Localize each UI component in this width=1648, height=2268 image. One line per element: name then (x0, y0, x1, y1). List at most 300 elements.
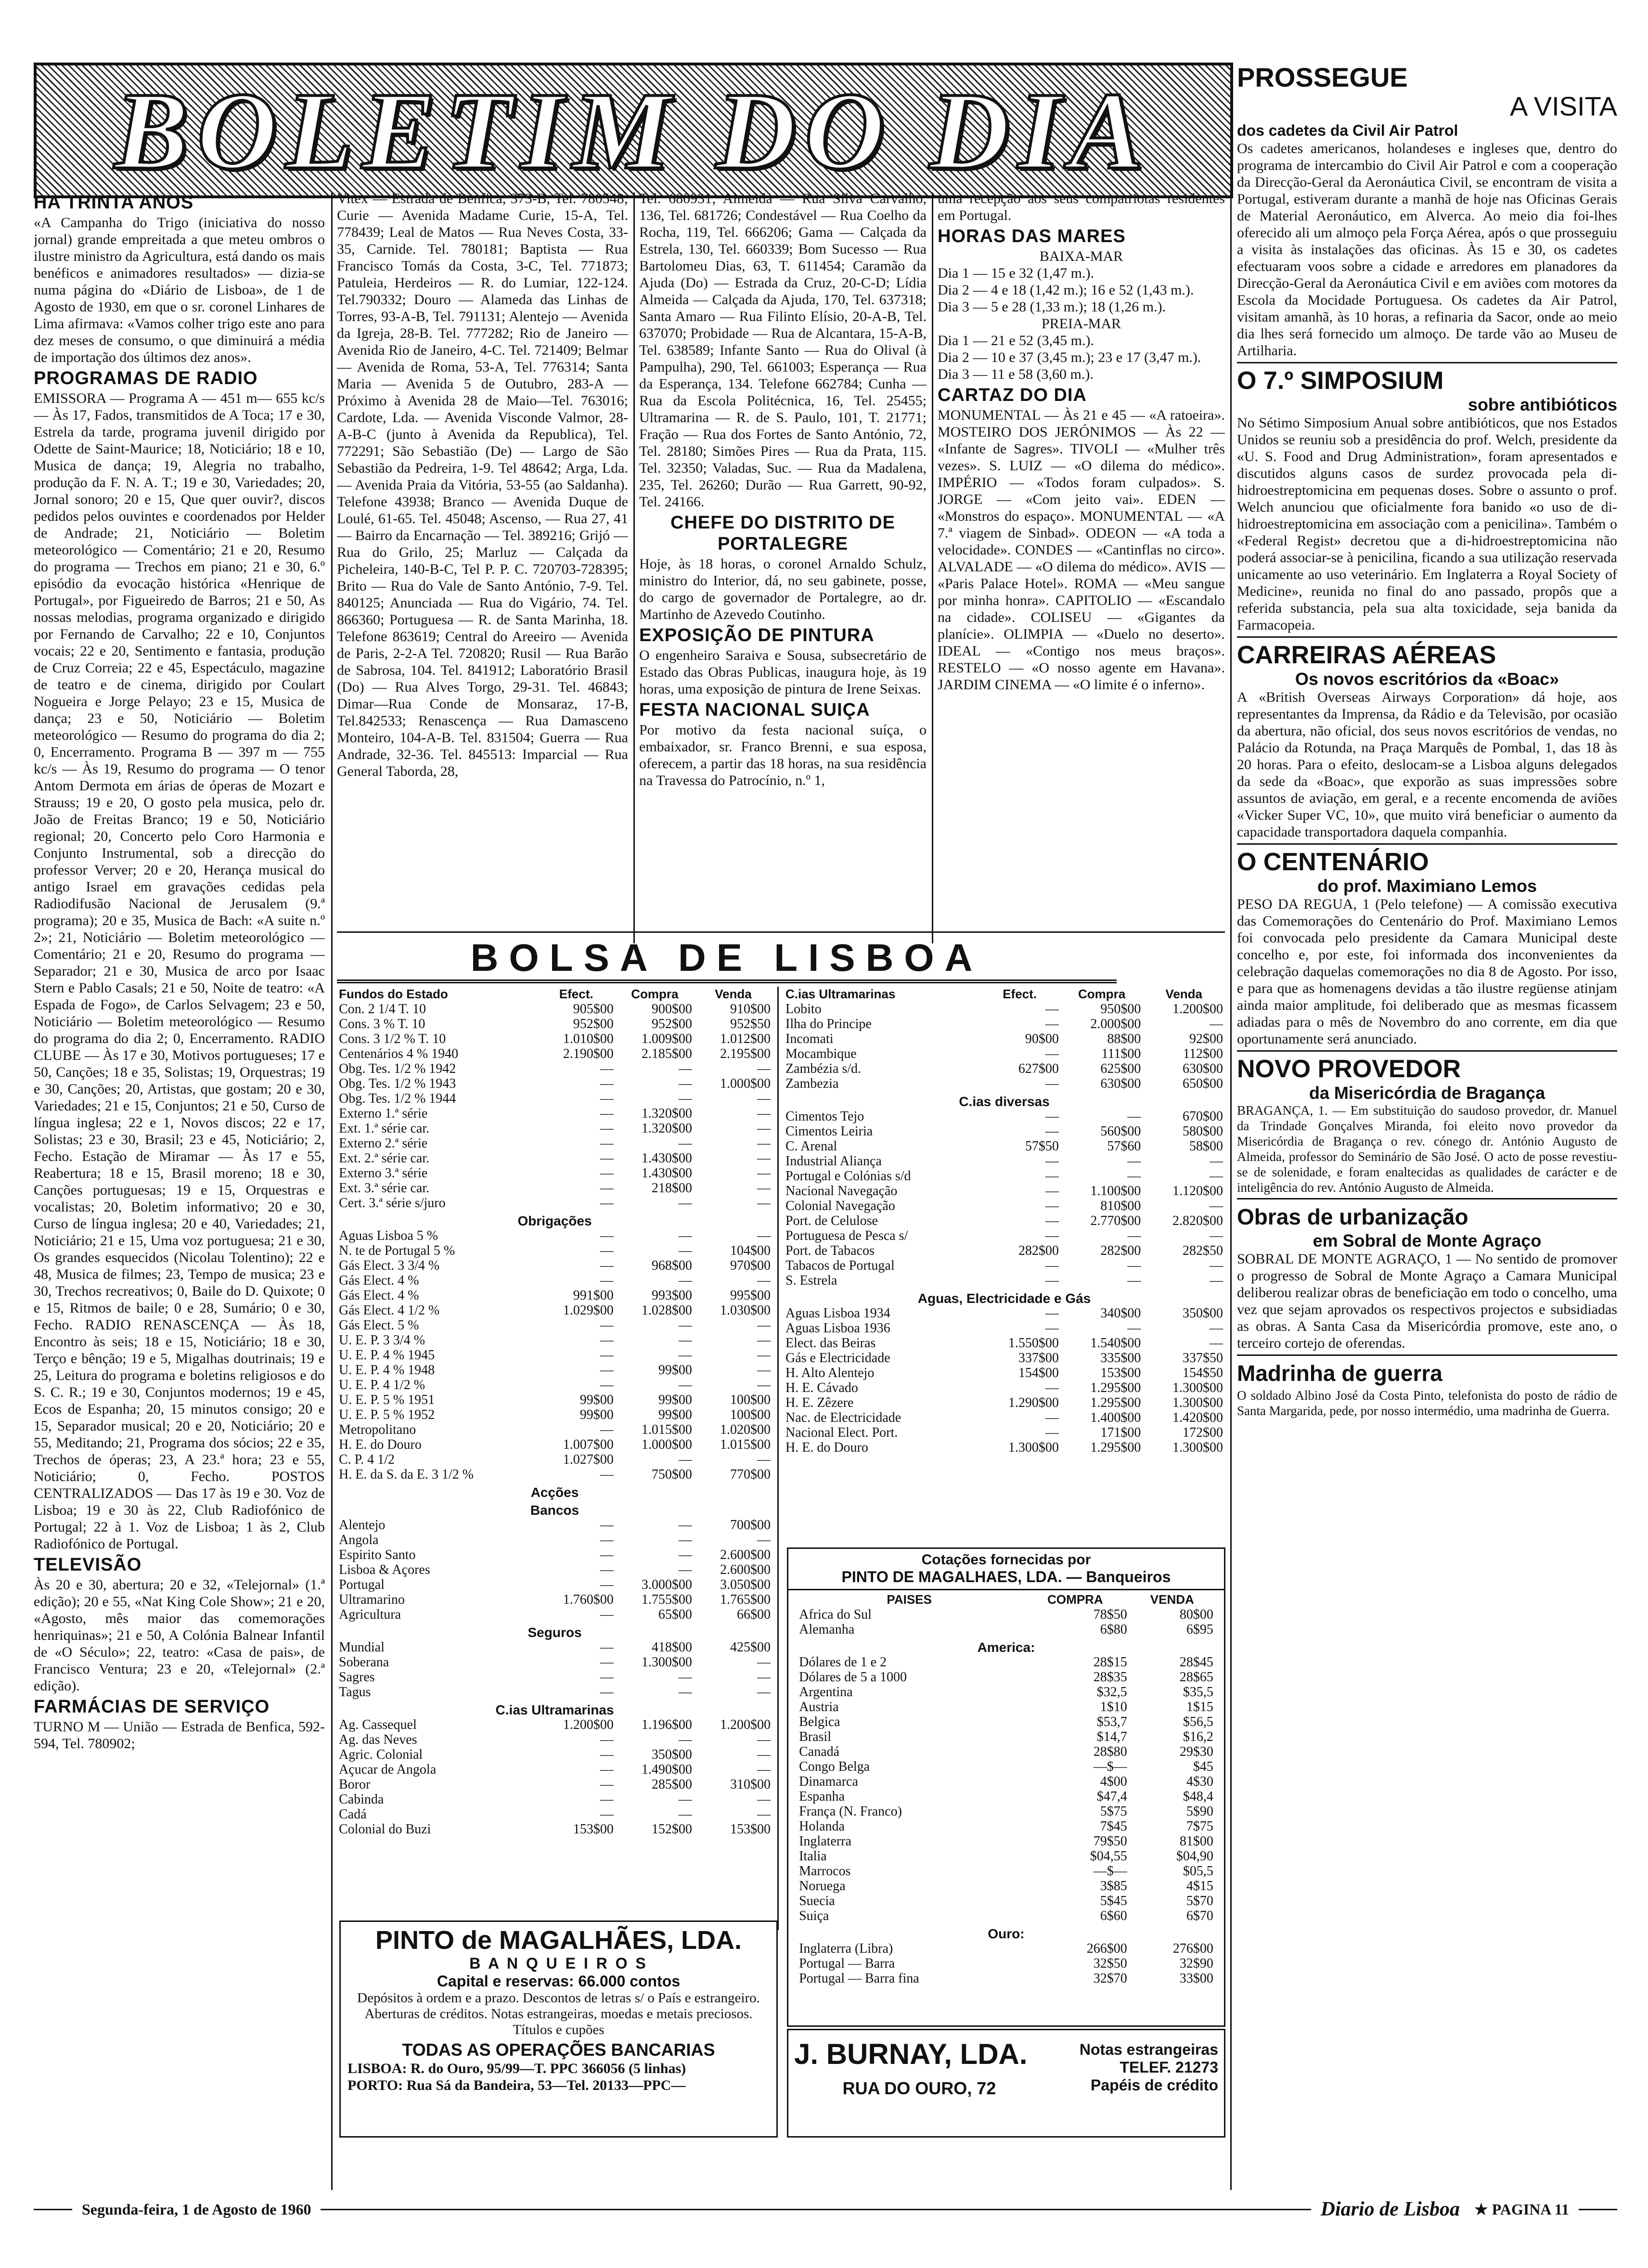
row-label: Sagres (339, 1670, 375, 1685)
row-value: — (1045, 1109, 1059, 1124)
simposium-sub: sobre antibióticos (1468, 395, 1617, 414)
row-value: — (600, 1762, 614, 1777)
row-value: 950$00 (1100, 1002, 1141, 1017)
row-value: 3$85 (1100, 1879, 1127, 1894)
row-value: — (757, 1166, 771, 1181)
row-value: 1.100$00 (1090, 1184, 1141, 1198)
table-row (337, 1762, 772, 1777)
row-value: 99$00 (579, 1407, 614, 1422)
row-value: — (678, 1136, 692, 1151)
row-value: — (757, 1670, 771, 1685)
table-row (784, 1228, 1225, 1243)
row-value: — (1045, 1258, 1059, 1273)
row-value: — (600, 1547, 614, 1562)
row-label: Portugal (339, 1577, 385, 1592)
row-value: 1.015$00 (720, 1437, 771, 1452)
column-rule (633, 193, 635, 943)
row-value: — (1127, 1258, 1141, 1273)
row-label: Portuguesa de Pesca s/ (785, 1228, 908, 1243)
row-label: Cabinda (339, 1792, 384, 1807)
row-label: Noruega (799, 1879, 846, 1894)
row-label: Suecia (799, 1894, 835, 1908)
suica-heading: FESTA NACIONAL SUIÇA (639, 700, 870, 720)
row-value: 99$00 (658, 1363, 692, 1378)
expo-text: O engenheiro Saraiva e Sousa, subsecretário de Estado das Obras Publicas, inaugura hoje, às 19 horas, uma exposição de pintura de Irene Seixas. (639, 647, 927, 697)
table-row (797, 1971, 1215, 1986)
table-row (337, 1592, 772, 1607)
row-value: 79$50 (1093, 1834, 1127, 1849)
row-value: 1.027$00 (563, 1452, 614, 1467)
row-value: 66$00 (737, 1607, 771, 1622)
row-label: França (N. Franco) (799, 1804, 902, 1819)
row-value: 81$00 (1179, 1834, 1213, 1849)
row-value: 99$00 (658, 1407, 692, 1422)
column-rule (331, 193, 333, 2190)
table-row (784, 1154, 1225, 1169)
row-label: Mocambique (785, 1046, 857, 1061)
row-value: 1.120$00 (1172, 1184, 1223, 1198)
row-value: — (1210, 1198, 1223, 1213)
row-value: — (600, 1422, 614, 1437)
column-rule (777, 987, 779, 1930)
table-row (784, 1124, 1225, 1139)
table-row (797, 1607, 1215, 1622)
row-value: 1$15 (1186, 1700, 1213, 1714)
row-value: — (757, 1378, 771, 1392)
row-value: 630$00 (1183, 1061, 1223, 1076)
table-row (337, 1076, 772, 1091)
table-row (337, 1017, 772, 1031)
row-label: C. P. 4 1/2 (339, 1452, 395, 1467)
col-header: C.ias Ultramarinas (785, 987, 896, 1001)
section-rule (1237, 1198, 1617, 1199)
row-value: 1.028$00 (641, 1303, 692, 1318)
row-value: 1.200$00 (720, 1717, 771, 1732)
row-value: $04,55 (1090, 1849, 1127, 1864)
row-label: Espirito Santo (339, 1547, 416, 1562)
farmacias-heading: FARMÁCIAS DE SERVIÇO (34, 1697, 270, 1717)
row-value: $47,4 (1096, 1789, 1127, 1804)
row-value: $35,5 (1183, 1685, 1213, 1700)
col-header: Compra (631, 987, 679, 1001)
table-section-title: Obrigações (517, 1213, 592, 1228)
row-label: Gás Elect. 4 % (339, 1273, 419, 1288)
table-row (337, 1318, 772, 1333)
row-value: 1.196$00 (641, 1717, 692, 1732)
row-value: — (1210, 1273, 1223, 1288)
table-row (337, 1061, 772, 1076)
col-header: COMPRA (1047, 1592, 1103, 1607)
row-value: — (678, 1061, 692, 1076)
table-section-title: C.ias Ultramarinas (495, 1702, 614, 1717)
pinto-ad-banqueiros: B A N Q U E I R O S (469, 1955, 648, 1972)
row-value: — (757, 1091, 771, 1106)
table-row (337, 1002, 772, 1017)
table-row (337, 1547, 772, 1562)
row-value: 1.012$00 (720, 1031, 771, 1046)
row-label: Gás Elect. 4 % (339, 1288, 419, 1303)
table-section-title: Acções (530, 1485, 579, 1500)
baixa-line: Dia 3 — 5 e 28 (1,33 m.); 18 (1,26 m.). (938, 299, 1166, 315)
row-value: 1$10 (1100, 1700, 1127, 1714)
row-value: — (1045, 1184, 1059, 1198)
table-row (337, 1822, 772, 1837)
row-value: 80$00 (1179, 1607, 1213, 1622)
row-value: 770$00 (730, 1467, 771, 1482)
row-value: 1.300$00 (1008, 1440, 1059, 1455)
row-value: — (1045, 1306, 1059, 1321)
prossegue-heading: PROSSEGUE (1237, 62, 1408, 92)
row-label: H. E. da S. da E. 3 1/2 % (339, 1467, 474, 1482)
table-row (337, 1577, 772, 1592)
row-value: — (757, 1333, 771, 1348)
pinto-ad-lisboa: LISBOA: R. do Ouro, 95/99—T. PPC 366056 (5 linhas) (348, 2061, 686, 2076)
farmacias-list-cont: Tel. 680931; Almeida — Rua Silva Carvalho, 136, Tel. 681726; Condestável — Rua Coelho da Rocha, 119, Tel. 666206; Gama — Calçada da Estrela, 130, Tel. 660339; Bom Sucesso — Rua Bartolomeu Dias, 63, T. 611454; Caramão da Ajuda (Do) — Estrada da Cruz, 20-C-D; Lídia Almeida — Calçada da Ajuda, 170, Tel. 637318; Santa Amaro — Rua Filinto Elísio, 20-A-B, Tel. 637070; Probidade — Rua de Alcantara, 15-A-B, Tel. 638589; Infante Santo — Rua do Olival (à Pampulha), 290, Tel. 661003; Esperança — Rua da Esperança, 134. Telefone 662784; Cunha — Rua da Escola Politécnica, 16, Tel. 25455; Ultramarina — R. de S. Paulo, 101, T. 21771; Fração — Rua dos Fortes de Santo António, 72, Tel. 28180; Simões Pires — Rua da Prata, 115. Tel. 32350; Valadas, Suc. — Rua da Madalena, 235, Tel. 26260; Durão — Rua Garrett, 90-92, Tel. 24166. (639, 191, 927, 510)
row-value: — (1045, 1410, 1059, 1425)
row-label: Colonial Navegação (785, 1198, 895, 1213)
row-label: H. E. Zêzere (785, 1395, 854, 1410)
table-row (784, 1198, 1225, 1213)
row-value: 6$80 (1100, 1622, 1127, 1637)
row-value: 1.420$00 (1172, 1410, 1223, 1425)
row-value: — (757, 1792, 771, 1807)
row-value: — (678, 1732, 692, 1747)
row-label: Boror (339, 1777, 371, 1792)
row-value: — (1127, 1154, 1141, 1169)
row-value: 2.820$00 (1172, 1213, 1223, 1228)
row-value: 650$00 (1183, 1076, 1223, 1091)
madrinha-heading: Madrinha de guerra (1237, 1361, 1442, 1386)
row-value: 29$30 (1179, 1744, 1213, 1759)
table-row (784, 1440, 1225, 1455)
table-row (797, 1804, 1215, 1819)
pinto-ad-text: Depósitos à ordem e a prazo. Descontos de letras s/ o País e estrangeiro. Aberturas de créditos. Notas estrangeiras, moedas e metais preciosos. Títulos e cupões (357, 1990, 760, 2037)
table-row (797, 1908, 1215, 1923)
row-value: 350$00 (651, 1747, 692, 1762)
table-row (784, 1380, 1225, 1395)
row-value: 1.760$00 (563, 1592, 614, 1607)
row-value: 57$50 (1025, 1139, 1059, 1154)
obras-text: SOBRAL DE MONTE AGRAÇO, 1 — No sentido de promover o progresso de Sobral de Monte Agraço a Camara Municipal deliberou realizar obras de beneficiação em todo o concelho, uma vez que sejam aprovados os respectivos projectos e subsidiadas as obras. A Santa Casa da Misericórdia promove, este ano, o terceiro cortejo de oferendas. (1237, 1251, 1617, 1351)
provedor-heading: NOVO PROVEDOR (1237, 1055, 1461, 1083)
visita-text: Os cadetes americanos, holandeses e ingleses que, dentro do programa de intercambio do Civil Air Patrol e com a cooperação da Direcção-Geral da Aeronáutica Civil, se encontram de visita a Portugal, estiveram durante a manhã de hoje nas Oficinas Gerais de Material Aeronáutico, em Alverca. Ao meio dia foi-lhes oferecido ali um almoço pela Força Aérea, após o que prosseguiu a visita às instalações das oficinas. Às 15 e 30, os cadetes efectuaram voos sobre a cidade e arredores em planadores da Direcção-Geral da Aeronáutica Civil e em aviões com motores da Escola da Mocidade Portuguesa. Os cadetes da Air Patrol, visitam amanhã, às 10 horas, a refinaria da Sacor, onde ao meio dia lhes será fornecido um almoço. De tarde vão ao Museu de Artilharia. (1237, 141, 1617, 359)
table-row (797, 1894, 1215, 1908)
table-row (337, 1422, 772, 1437)
row-value: — (1045, 1380, 1059, 1395)
table-row (337, 1407, 772, 1422)
row-label: Externo 1.ª série (339, 1106, 428, 1121)
table-row (337, 1046, 772, 1061)
table-section-title: Ouro: (988, 1926, 1025, 1941)
row-label: Brasil (799, 1729, 831, 1744)
row-value: $53,7 (1096, 1714, 1127, 1729)
farmacias-list-text: Vitex — Estrada de Benfica, 373-B, Tel. 780548; Curie — Avenida Madame Curie, 15-A, Tel. 778439; Leal de Matos — Rua Neves Costa, 33-35, Carnide. Tel. 780181; Baptista — Rua Francisco Tomás da Costa, 3-C, Tel. 771873; Patuleia, Herdeiros — R. do Lumiar, 122-124. Tel.790332; Douro — Alameda das Linhas de Torres, 93-A-B, Tel. 791131; Alentejo — Avenida da Igreja, 28-B. Tel. 777282; Rio de Janeiro — Avenida Rio de Janeiro, 4-C. Tel. 721409; Belmar — Avenida de Roma, 53-A, Tel. 776314; Santa Maria — Avenida 5 de Outubro, 283-A — Próximo à Avenida 28 de Maio—Tel. 763016; Cardote, Lda. — Avenida Visconde Valmor, 28-A-B-C (junto à Avenida da Republica), Tel. 772291; São Sebastião (De) — Largo de São Sebastião da Pedreira, 1-9. Tel 48642; Arga, Lda. — Avenida Praia da Vitória, 53-55 (ao Saldanha). Telefone 43938; Branco — Avenida Duque de Loulé, 61-65. Tel. 45048; Ascenso, — Rua 27, 41 — Bairro da Encarnação — Tel. 389216; Grijó — Rua do Grilo, 25; Marluz — Calçada da Picheleira, 140-B-C, Tel P. P. C. 720703-728395; Brito — Rua do Vale de Santo António, 7-9. Tel. 840125; Anunciada — Rua do Vigário, 74. Tel. 866360; Portuguesa — R. de Santa Marinha, 18. Telefone 863619; Central do Areeiro — Avenida de Paris, 2-2-A Tel. 720820; Rusil — Rua Barão de Sabrosa, 104. Tel. 841912; Laboratório Brasil (Do) — Rua Alves Torgo, 29-31. Tel. 46843; Dimar—Rua Conde de Monsaraz, 17-B, Tel.842533; Renascença — Rua Damasceno Monteiro, 104-A-B. Tel. 831504; Guerra — Rua Andrade, 32-36. Tel. 845513: Imparcial — Rua General Taborda, 28, (337, 191, 628, 779)
row-value: — (600, 1640, 614, 1655)
row-value: —$— (1093, 1864, 1127, 1879)
row-label: Dólares de 1 e 2 (799, 1655, 887, 1670)
table-row (784, 1169, 1225, 1184)
row-value: 3.000$00 (641, 1577, 692, 1592)
row-value: — (1127, 1273, 1141, 1288)
row-value: 112$00 (1183, 1046, 1223, 1061)
row-label: Holanda (799, 1819, 845, 1834)
table-row (337, 1378, 772, 1392)
table-row (337, 1685, 772, 1700)
section-rule (1237, 843, 1617, 845)
table-row (337, 1792, 772, 1807)
table-row (784, 1258, 1225, 1273)
row-value: 5$90 (1186, 1804, 1213, 1819)
row-value: — (600, 1607, 614, 1622)
row-label: Portugal — Barra fina (799, 1971, 919, 1986)
column-2 (337, 190, 628, 931)
table-row (337, 1670, 772, 1685)
row-value: 1.020$00 (720, 1422, 771, 1437)
obras-sub: em Sobral de Monte Agraço (1313, 1231, 1542, 1250)
table-row (337, 1228, 772, 1243)
row-label: Marrocos (799, 1864, 851, 1879)
row-label: Gás Elect. 5 % (339, 1318, 419, 1333)
table-row (337, 1166, 772, 1181)
row-value: 5$70 (1186, 1894, 1213, 1908)
row-label: U. E. P. 5 % 1951 (339, 1392, 435, 1407)
row-label: Dólares de 5 a 1000 (799, 1670, 907, 1685)
row-value: 1.765$00 (720, 1592, 771, 1607)
table-row (337, 1091, 772, 1106)
table-row (337, 1121, 772, 1136)
table-row (337, 1717, 772, 1732)
row-value: — (600, 1076, 614, 1091)
table-row (784, 1139, 1225, 1154)
row-label: Alemanha (799, 1622, 855, 1637)
row-value: — (600, 1655, 614, 1670)
row-value: 100$00 (730, 1407, 771, 1422)
row-label: Açucar de Angola (339, 1762, 437, 1777)
table-row (337, 1777, 772, 1792)
provedor-text: BRAGANÇA, 1. — Em substituição do saudoso provedor, dr. Manuel da Trindade Gonçalves Miranda, foi eleito novo provedor da Misericórdia de Bragança o rev. cónego dr. António Augusto de Almeida, professor do Seminário de São José. O acto de posse revestiu-se de solenidade, e foram enaltecidas as qualidades de carácter e de inteligência do rev. António Augusto de Almeida. (1237, 1103, 1617, 1195)
row-label: Cimentos Leiria (785, 1124, 873, 1139)
col-header: Compra (1078, 987, 1126, 1001)
row-value: 952$50 (730, 1017, 771, 1031)
row-value: 1.295$00 (1090, 1380, 1141, 1395)
row-value: — (1210, 1154, 1223, 1169)
column-rule (932, 193, 933, 943)
row-value: — (757, 1732, 771, 1747)
row-value: 3.050$00 (720, 1577, 771, 1592)
row-label: Externo 3.ª série (339, 1166, 428, 1181)
row-label: Lisboa & Açores (339, 1562, 430, 1577)
row-label: Congo Belga (799, 1759, 870, 1774)
col-header: Efect. (1003, 987, 1037, 1001)
row-label: Inglaterra (Libra) (799, 1941, 893, 1956)
row-value: — (600, 1121, 614, 1136)
row-value: 1.295$00 (1090, 1395, 1141, 1410)
row-label: Gás Elect. 4 1/2 % (339, 1303, 440, 1318)
table-row (337, 1655, 772, 1670)
burnay-ad (787, 2029, 1225, 2138)
row-value: 4$00 (1100, 1774, 1127, 1789)
table-row (337, 1243, 772, 1258)
row-value: — (600, 1348, 614, 1363)
row-value: — (1127, 1109, 1141, 1124)
farmacias-text: TURNO M — União — Estrada de Benfica, 592-594, Tel. 780902; (34, 1719, 325, 1752)
obras-heading: Obras de urbanização (1237, 1204, 1468, 1229)
row-value: 968$00 (651, 1258, 692, 1273)
section-rule (1237, 1050, 1617, 1052)
televisao-heading: TELEVISÃO (34, 1555, 142, 1575)
row-value: — (600, 1792, 614, 1807)
table-row (797, 1655, 1215, 1670)
pinto-ad-name: PINTO de MAGALHÃES, LDA. (375, 1926, 742, 1955)
row-value: 5$75 (1100, 1804, 1127, 1819)
row-value: — (600, 1273, 614, 1288)
row-label: S. Estrela (785, 1273, 837, 1288)
table-row (797, 1729, 1215, 1744)
row-value: 154$50 (1183, 1366, 1223, 1380)
table-row (337, 1106, 772, 1121)
row-value: $45 (1193, 1759, 1213, 1774)
row-value: — (678, 1452, 692, 1467)
row-value: 952$00 (651, 1017, 692, 1031)
ha-trinta-heading: HA TRINTA ANOS (34, 193, 194, 213)
row-label: Portugal — Barra (799, 1956, 895, 1971)
televisao-text: Às 20 e 30, abertura; 20 e 32, «Telejornal» (1.ª edição); 20 e 55, «Nat King Cole Show»; 21 e 20, «Agosto, mês maior das comemorações henriquinas»; 21 e 50, A Colónia Balnear Infantil de «O Século»; 22, teatro: «Casa de pais», de Francisco Ventura; 23 e 20, «Telejornal» (2.ª edição). (34, 1577, 325, 1694)
row-value: 2.000$00 (1090, 1017, 1141, 1031)
row-label: Cadá (339, 1807, 367, 1822)
row-label: Obg. Tes. 1/2 % 1942 (339, 1061, 456, 1076)
row-value: — (757, 1655, 771, 1670)
row-value: 266$00 (1086, 1941, 1127, 1956)
row-value: — (678, 1670, 692, 1685)
row-value: — (1127, 1228, 1141, 1243)
row-value: 337$50 (1183, 1351, 1223, 1366)
row-value: 1.300$00 (1172, 1440, 1223, 1455)
row-value: 1.550$00 (1008, 1336, 1059, 1351)
row-value: 285$00 (651, 1777, 692, 1792)
table-row (784, 1076, 1225, 1091)
row-value: 1.290$00 (1008, 1395, 1059, 1410)
ha-trinta-text: «A Campanha do Trigo (iniciativa do nosso jornal) grande empreitada a que meteu ombros o ilustre ministro da Agricultura, está dando os mais benéficos e animadores resultados» — dizia-se numa página do «Diário de Lisboa», de 1 de Agosto de 1930, em que o sr. coronel Linhares de Lima afirmava: «Vamos colher trigo este ano para dez meses de consumo, o que diminuirá a média de importação dos últimos dez anos». (34, 215, 325, 365)
row-value: — (1045, 1124, 1059, 1139)
table-row (784, 1395, 1225, 1410)
row-value: 153$00 (730, 1822, 771, 1837)
row-value: — (1045, 1154, 1059, 1169)
row-label: Ext. 1.ª série car. (339, 1121, 430, 1136)
section-rule (1237, 362, 1617, 363)
row-label: Centenários 4 % 1940 (339, 1046, 459, 1061)
centenario-heading: O CENTENÁRIO (1237, 848, 1429, 876)
row-value: 99$00 (658, 1392, 692, 1407)
cartaz-text: MONUMENTAL — Às 21 e 45 — «A ratoeira». MOSTEIRO DOS JERÓNIMOS — Às 22 — «Infante de Sagres». TIVOLI — «Mulher três vezes». S. LUIZ — «O dilema do médico». IMPÉRIO — «Todos foram culpados». S. JORGE — «Com jeito vai». EDEN — «Monstros do espaço». MONUMENTAL — «A 7.ª viagem de Sinbad». ODEON — «A toda a velocidade». CONDES — «Cantinflas no circo». ALVALADE — «O dilema do médico». AVIS — «Paris Palace Hotel». ROMA — «Meu sangue por minha honra». CAPITOLIO — «Escandalo na cidade». COLISEU — «Gigantes da planície». OLIMPIA — «Duelo no deserto». IDEAL — «Contigo nos meus braços». RESTELO — «O nosso agente em Havana». JARDIM CINEMA — «O limite é o inferno». (938, 407, 1225, 693)
row-value: 6$60 (1100, 1908, 1127, 1923)
col-header: PAISES (887, 1592, 932, 1607)
row-label: Incomati (785, 1031, 834, 1046)
row-label: Alentejo (339, 1518, 386, 1533)
right-column (1237, 60, 1617, 2192)
row-value: — (600, 1747, 614, 1762)
row-value: — (757, 1061, 771, 1076)
row-value: 991$00 (573, 1288, 614, 1303)
row-value: — (600, 1518, 614, 1533)
row-label: Colonial do Buzi (339, 1822, 431, 1837)
row-value: — (1045, 1046, 1059, 1061)
table-row (337, 1333, 772, 1348)
table-row (784, 1109, 1225, 1124)
row-value: 6$70 (1186, 1908, 1213, 1923)
row-value: 2.770$00 (1090, 1213, 1141, 1228)
row-value: — (600, 1577, 614, 1592)
table-row (337, 1732, 772, 1747)
row-value: 1.400$00 (1090, 1410, 1141, 1425)
bolsa-right-table (784, 987, 1225, 1540)
row-label: Cons. 3 % T. 10 (339, 1017, 425, 1031)
baixa-line: Dia 2 — 4 e 18 (1,42 m.); 16 e 52 (1,43 m.). (938, 282, 1194, 298)
table-row (337, 1467, 772, 1482)
row-value: 104$00 (730, 1243, 771, 1258)
row-value: 1.200$00 (563, 1717, 614, 1732)
row-value: — (1045, 1273, 1059, 1288)
row-value: — (600, 1670, 614, 1685)
row-value: — (600, 1181, 614, 1196)
row-label: Canadá (799, 1744, 840, 1759)
cotacoes-banker: PINTO DE MAGALHAES, LDA. — Banqueiros (788, 1568, 1224, 1590)
col-header: Venda (715, 987, 752, 1001)
row-label: Agricultura (339, 1607, 401, 1622)
row-value: 172$00 (1183, 1425, 1223, 1440)
table-row (337, 1518, 772, 1533)
row-label: H. E. do Douro (339, 1437, 422, 1452)
row-value: 560$00 (1100, 1124, 1141, 1139)
row-value: $56,5 (1183, 1714, 1213, 1729)
preia-line: Dia 3 — 11 e 58 (3,60 m.). (938, 366, 1094, 382)
row-value: 152$00 (651, 1822, 692, 1837)
row-value: — (1045, 1076, 1059, 1091)
row-value: 425$00 (730, 1640, 771, 1655)
row-label: Obg. Tes. 1/2 % 1944 (339, 1091, 456, 1106)
row-value: — (1210, 1228, 1223, 1243)
row-value: — (678, 1091, 692, 1106)
table-section-title: Seguros (528, 1625, 582, 1640)
row-value: — (1210, 1336, 1223, 1351)
preia-line: Dia 2 — 10 e 37 (3,45 m.); 23 e 17 (3,47 m.). (938, 349, 1201, 365)
table-row (797, 1685, 1215, 1700)
programas-text: EMISSORA — Programa A — 451 m— 655 kc/s — Às 17, Fados, transmitidos de A Toca; 17 e 30, Estrela da tarde, programa juvenil dirigido por Odette de Saint-Maurice; 18, Noticiário; 18 e 10, Musica de dança; 19, Alegria no trabalho, produção da F. N. A. T.; 19 e 30, Variedades; 20, Jornal sonoro; 20 e 15, Que quer ouvir?, discos pedidos pelos ouvintes e coordenados por Helder de Andrade; 21, Noticiário — Boletim meteorológico — Comentário; 21 e 20, Resumo do programa — Trechos em piano; 21 e 30, 6.º episódio da evocação histórica «Henrique de Portugal», por Figueiredo de Barros; 21 e 50, As nossas melodias, programa organizado e dirigido por Fernando de Carvalho; 22 e 10, Conjuntos vocais; 22 e 20, Sentimento e fantasia, produção de Cruz Correia; 22 e 45, Espectáculo, magazine de teatro e de cinema, dirigido por Coulart Nogueira e Jorge Pelayo; 23 e 15, Musica de dança; 23 e 50, Noticiário — Boletim meteorológico — Resumo do programa do dia 2; 0, Encerramento. Programa B — 397 m — 755 kc/s — Às 19, Resumo do programa — O tenor Antom Dermota em árias de óperas de Mozart e Strauss; 19 e 20, O gosto pela musica, pelo dr. João de Freitas Branco; 19 e 50, Noticiário regional; 20, Concerto pelo Coro Harmonia e Conjunto Instrumental, sob a direcção do professor Verver; 20 e 20, Herança musical do antigo Israel em gravações cedidas pela Radiodifusão Nacional de Jerusalem (9.ª programa); 20 e 35, Musica de Bach: «A suite n.º 2»; 21, Noticiário — Boletim meteorológico — Comentário; 21 e 20, Resumo do programa — Separador; 21 e 30, Musica de arco por Isaac Stern e Pablo Casals; 21 e 50, Noite de teatro: «A Espada de Fogo», de Carlos Selvagem; 23 e 50, Noticiário — Boletim meteorológico — Resumo do programa do dia 2; 0, Encerramento. RADIO CLUBE — Às 17 e 30, Motivos portugueses; 17 e 50, Canções; 18 e 35, Solistas; 19, Orquestras; 19 e 30, Canções; 20, Artistas, que gostam; 20 e 30, Variedades; 21 e 15, Conjuntos; 21 e 50, Curso de língua inglesa; 22 e 1, Novos discos; 22 e 17, Solistas; 23 e 30, Brasil; 23 e 45, Noticiário; 2, Fecho. Estação de Miramar — Às 17 e 55, Reabertura; 18 e 15, Brasil moreno; 18 e 30, Canções portuguesas; 19 e 15, Orquestras e vocalistas; 20, Boletim informativo; 20 e 30, Curso de língua inglesa; 20 e 40, Variedades; 21, Noticiário; 21 e 15, Uma voz portuguesa; 21 e 30, Os grandes esquecidos (Nicolau Tolentino); 22 e 48, Musica de filmes; 23, Tempo de musica; 23 e 30, Trechos recreativos; 0, Baile do D. Quixote; 0 e 15, Ritmos de baile; 0 e 28, Sumário; 0 e 30, Fecho. RADIO RENASCENÇA — Às 18, Encontro às seis; 18 e 15, Noticiário; 18 e 30, Terço e bênção; 19 e 5, Migalhas doutrinais; 19 e 25, Leitura do programa e boletins religiosos e do S. C. R.; 19 e 30, Conjuntos modernos; 19 e 45, Ecos de Espanha; 20, 15 minutos consigo; 20 e 15, Separador musical; 20 e 20, Noticiário; 20 e 55, Meditando; 21, Programa dos sócios; 22 e 35, Trechos de óperas; 23, A 23.ª hora; 23 e 55, Noticiário; 0, Fecho. POSTOS CENTRALIZADOS — Das 17 às 19 e 30. Voz de Lisboa; 19 e 30 às 22, Club Radiofónico de Portugal; 22 à 1. Voz de Lisboa; 1 às 2, Club Radiofónico de Portugal. (34, 390, 325, 1552)
row-value: — (1210, 1321, 1223, 1336)
table-row (784, 1017, 1225, 1031)
row-value: —$— (1093, 1759, 1127, 1774)
row-label: Ag. Cassequel (339, 1717, 417, 1732)
table-row (337, 1303, 772, 1318)
table-row (337, 1258, 772, 1273)
row-label: N. te de Portugal 5 % (339, 1243, 455, 1258)
row-label: Africa do Sul (799, 1607, 872, 1622)
mares-heading: HORAS DAS MARES (938, 226, 1126, 246)
row-value: — (757, 1762, 771, 1777)
row-value: — (678, 1807, 692, 1822)
row-value: 337$00 (1018, 1351, 1059, 1366)
table-row (784, 1213, 1225, 1228)
preia-mar-label: PREIA-MAR (1041, 316, 1121, 332)
row-label: Ag. das Neves (339, 1732, 417, 1747)
row-value: 282$00 (1100, 1243, 1141, 1258)
row-value: 7$45 (1100, 1819, 1127, 1834)
chefe-heading: CHEFE DO DISTRITO DE PORTALEGRE (670, 513, 895, 554)
row-label: Gás e Electricidade (785, 1351, 890, 1366)
row-label: U. E. P. 3 3/4 % (339, 1333, 425, 1348)
row-value: 2.190$00 (563, 1046, 614, 1061)
row-value: 32$90 (1179, 1956, 1213, 1971)
footer-rule (1579, 2209, 1617, 2210)
